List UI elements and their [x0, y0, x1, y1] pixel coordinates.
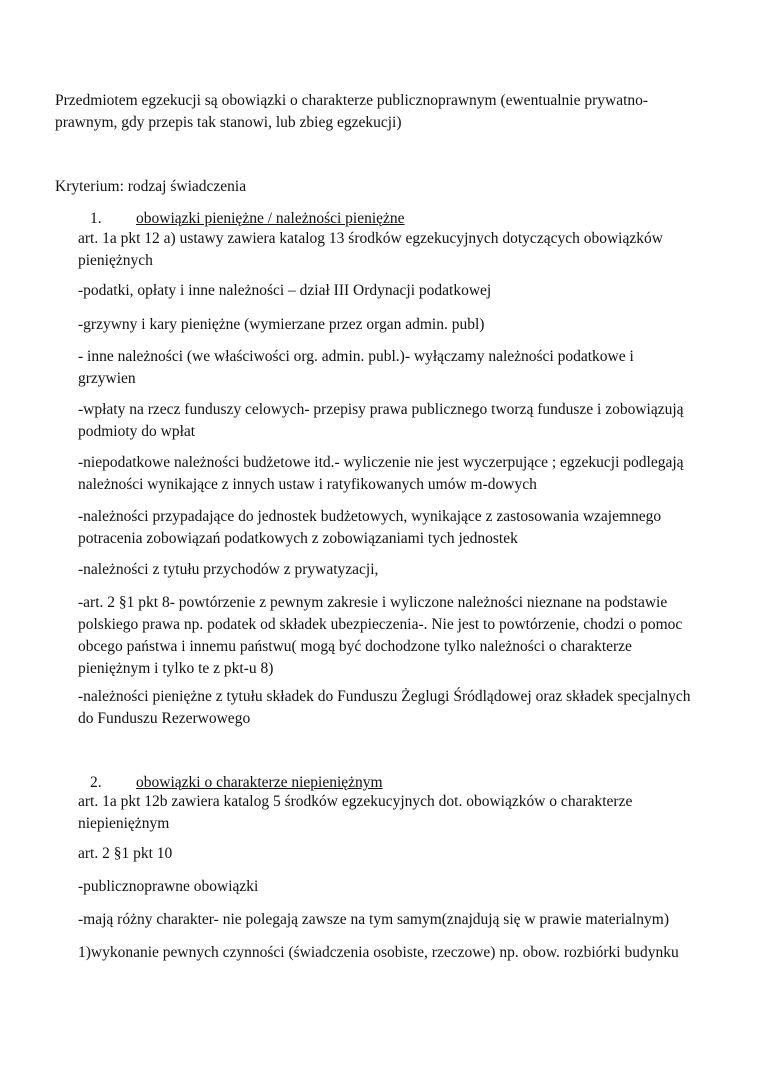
section-1-paragraph [78, 346, 708, 390]
criterion-line: Kryterium: rodzaj świadczenia [55, 178, 247, 195]
section-1-paragraph [78, 592, 708, 680]
text-line: -niepodatkowe należności budżetowe itd.- wyliczenie nie jest wyczerpujące ; egzekucji podlegają [78, 454, 684, 471]
text-line: -art. 2 §1 pkt 8- powtórzenie z pewnym zakresie i wyliczone należności nieznane na podstawie [78, 594, 668, 611]
intro-line-2: prawnym, gdy przepis tak stanowi, lub zbieg egzekucji) [55, 114, 402, 131]
section-1-paragraph [78, 399, 708, 443]
intro-paragraph [55, 90, 705, 134]
section-2-paragraph [78, 909, 708, 931]
text-line: podmioty do wpłat [78, 423, 196, 440]
text-line: art. 1a pkt 12 a) ustawy zawiera katalog 13 środków egzekucyjnych dotyczących obowiązków [78, 230, 663, 247]
text-line: do Funduszu Rezerwowego [78, 710, 251, 727]
section-1-title: obowiązki pieniężne / należności pieniężne [136, 210, 405, 227]
text-line: -wpłaty na rzecz funduszy celowych- przepisy prawa publicznego tworzą fundusze i zobowiązują [78, 401, 684, 418]
section-1-number: 1. [90, 210, 102, 227]
text-line: art. 2 §1 pkt 10 [78, 845, 173, 862]
section-2-paragraph [78, 942, 708, 964]
section-1-paragraph [78, 228, 708, 272]
text-line: obcego państwa i innemu państwu( mogą być dochodzone tylko należności o charakterze [78, 638, 632, 655]
text-line: -należności z tytułu przychodów z prywatyzacji, [78, 561, 379, 578]
text-line: 1)wykonanie pewnych czynności (świadczenia osobiste, rzeczowe) np. obow. rozbiórki budynku [78, 944, 679, 961]
section-1-paragraph [78, 686, 708, 730]
intro-line-1: Przedmiotem egzekucji są obowiązki o charakterze publicznoprawnym (ewentualnie prywatno- [55, 92, 649, 109]
section-1-paragraph [78, 506, 708, 550]
text-line: -należności przypadające do jednostek budżetowych, wynikające z zastosowania wzajemnego [78, 508, 662, 525]
text-line: art. 1a pkt 12b zawiera katalog 5 środków egzekucyjnych dot. obowiązków o charakterze [78, 793, 633, 810]
section-1-paragraph [78, 314, 708, 336]
text-line: potracenia zobowiązań podatkowych z zobowiązaniami tych jednostek [78, 530, 518, 547]
section-2-title: obowiązki o charakterze niepieniężnym [136, 774, 383, 791]
text-line: -mają różny charakter- nie polegają zawsze na tym samym(znajdują się w prawie materialnym) [78, 911, 670, 928]
text-line: -publicznoprawne obowiązki [78, 878, 259, 895]
text-line: należności wynikające z innych ustaw i ratyfikowanych umów m-dowych [78, 476, 537, 493]
section-1-paragraph [78, 280, 708, 302]
text-line: niepieniężnym [78, 815, 170, 832]
section-1-paragraph [78, 452, 708, 496]
text-line: - inne należności (we właściwości org. admin. publ.)- wyłączamy należności podatkowe i [78, 348, 634, 365]
text-line: -należności pieniężne z tytułu składek do Funduszu Żeglugi Śródlądowej oraz składek specjalnych [78, 688, 691, 705]
section-2-paragraph [78, 791, 708, 835]
section-1-paragraph [78, 559, 708, 581]
section-2-paragraph [78, 843, 708, 865]
section-2-paragraph [78, 876, 708, 898]
section-1-heading [90, 208, 405, 230]
text-line: polskiego prawa np. podatek od składek ubezpieczenia-. Nie jest to powtórzenie, chodzi o pomoc [78, 616, 683, 633]
section-2-number: 2. [90, 774, 102, 791]
text-line: -grzywny i kary pieniężne (wymierzane przez organ admin. publ) [78, 316, 485, 333]
text-line: -podatki, opłaty i inne należności – dział III Ordynacji podatkowej [78, 282, 492, 299]
text-line: grzywien [78, 370, 136, 387]
text-line: pieniężnym i tylko te z pkt-u 8) [78, 660, 274, 677]
text-line: pieniężnych [78, 252, 153, 269]
